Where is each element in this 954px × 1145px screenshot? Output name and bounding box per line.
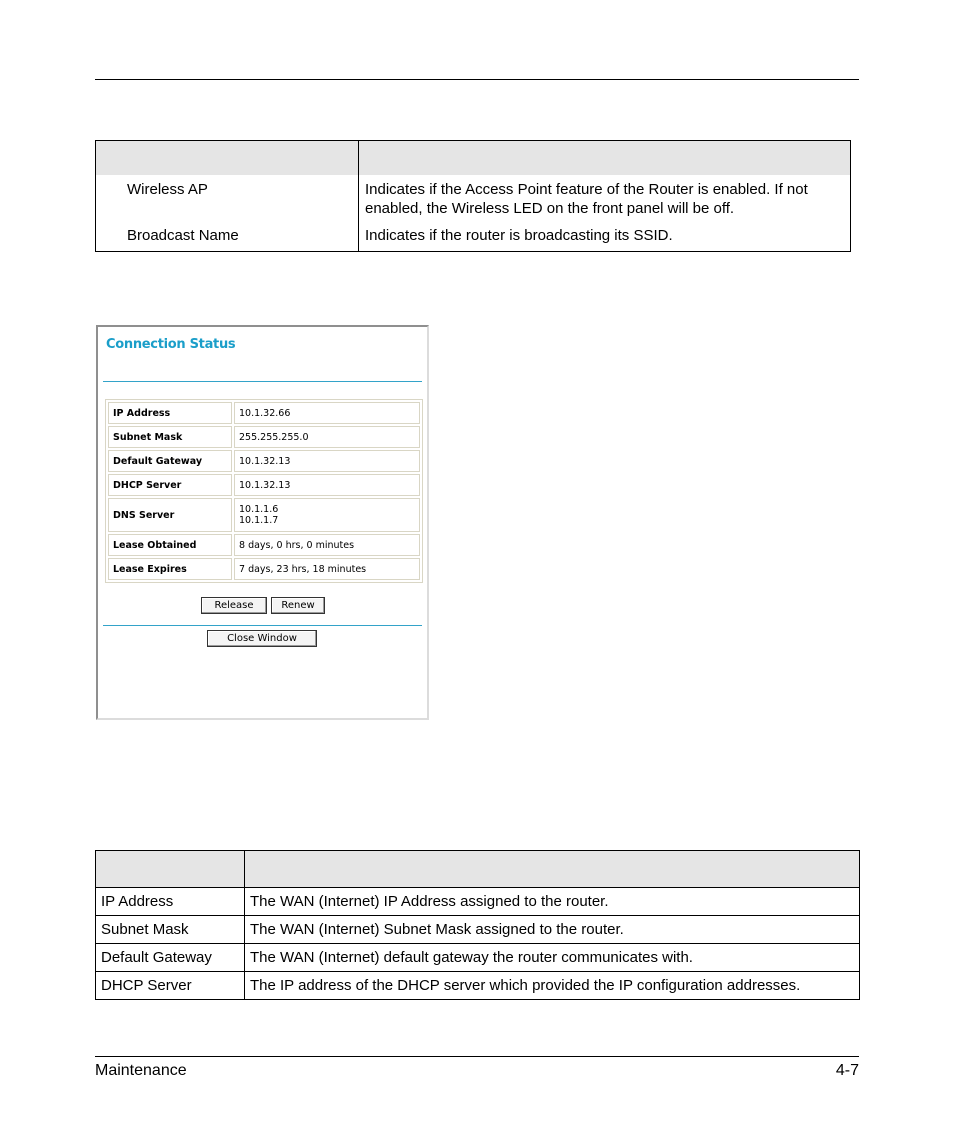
status-label: Lease Expires	[108, 558, 232, 580]
footer-rule	[95, 1056, 859, 1057]
footer-section-name: Maintenance	[95, 1062, 187, 1079]
table-header-cell	[359, 141, 851, 176]
field-name: Broadcast Name	[96, 224, 359, 252]
dns-secondary: 10.1.1.7	[239, 515, 279, 526]
table-row	[96, 972, 860, 1000]
status-row	[108, 402, 420, 424]
table-header-row	[96, 851, 860, 888]
status-label: Lease Obtained	[108, 534, 232, 556]
status-value: 10.1.32.13	[234, 474, 420, 496]
field-name: Subnet Mask	[96, 916, 245, 944]
table-row	[96, 916, 860, 944]
field-name: Wireless AP	[96, 175, 359, 224]
close-window-button[interactable]: Close Window	[207, 630, 317, 647]
page-number: 4-7	[835, 1062, 859, 1079]
table-row	[96, 224, 851, 252]
field-description: The WAN (Internet) default gateway the router communicates with.	[245, 944, 860, 972]
table-header-row	[96, 141, 851, 176]
button-divider	[103, 625, 422, 626]
status-value: 10.1.32.66	[234, 402, 420, 424]
renew-button[interactable]: Renew	[271, 597, 325, 614]
window-title: Connection Status	[106, 337, 236, 352]
status-label: Subnet Mask	[108, 426, 232, 448]
field-description: The WAN (Internet) IP Address assigned to the router.	[245, 888, 860, 916]
field-description: The IP address of the DHCP server which provided the IP configuration addresses.	[245, 972, 860, 1000]
field-description: Indicates if the Access Point feature of the Router is enabled. If not enabled, the Wireless LED on the front panel will be off.	[359, 175, 851, 224]
status-row	[108, 498, 420, 532]
table-row	[96, 175, 851, 224]
status-row	[108, 474, 420, 496]
field-name: Default Gateway	[96, 944, 245, 972]
release-button[interactable]: Release	[201, 597, 267, 614]
status-value: 7 days, 23 hrs, 18 minutes	[234, 558, 420, 580]
status-row	[108, 558, 420, 580]
connection-status-window	[96, 325, 429, 720]
title-divider	[103, 381, 422, 382]
wan-status-table	[95, 850, 860, 1000]
status-value: 255.255.255.0	[234, 426, 420, 448]
status-value: 8 days, 0 hrs, 0 minutes	[234, 534, 420, 556]
table-header-cell	[245, 851, 860, 888]
status-label: Default Gateway	[108, 450, 232, 472]
status-row	[108, 534, 420, 556]
table-header-cell	[96, 851, 245, 888]
field-name: IP Address	[96, 888, 245, 916]
table-row	[96, 888, 860, 916]
field-description: Indicates if the router is broadcasting its SSID.	[359, 224, 851, 252]
status-row	[108, 450, 420, 472]
wireless-settings-table	[95, 140, 851, 252]
status-label: DNS Server	[108, 498, 232, 532]
field-description: The WAN (Internet) Subnet Mask assigned to the router.	[245, 916, 860, 944]
connection-status-table	[105, 399, 423, 583]
status-label: IP Address	[108, 402, 232, 424]
header-rule	[95, 79, 859, 80]
table-row	[96, 944, 860, 972]
status-value: 10.1.32.13	[234, 450, 420, 472]
field-name: DHCP Server	[96, 972, 245, 1000]
status-row	[108, 426, 420, 448]
status-label: DHCP Server	[108, 474, 232, 496]
dns-primary: 10.1.1.6	[239, 504, 279, 515]
table-header-cell	[96, 141, 359, 176]
status-value	[234, 498, 420, 532]
